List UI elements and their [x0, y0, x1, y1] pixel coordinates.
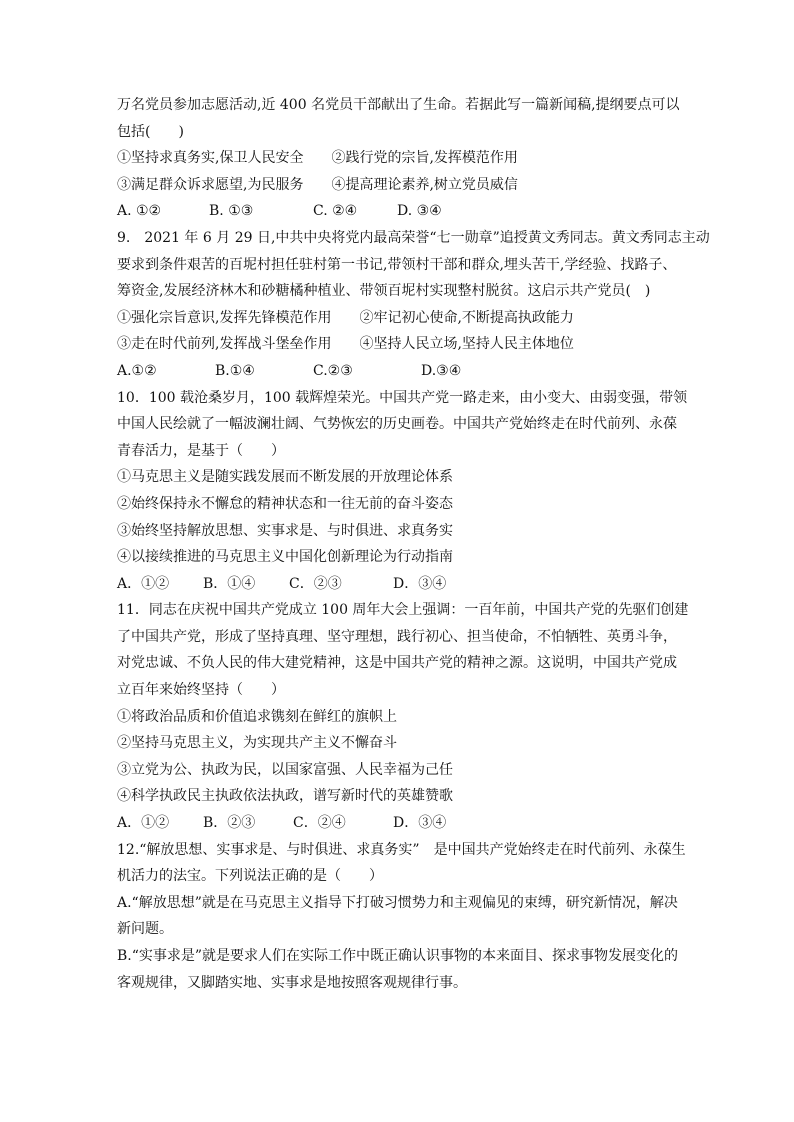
- question-11-option-d: D．③④: [393, 815, 447, 832]
- question-8-option-c: C. ②④: [313, 203, 358, 220]
- question-9-text-line-1: 9. 2021 年 6 月 29 日,中共中央将党内最高荣誉“七一勋章”追授黄文秀同志。黄文秀同志主动: [117, 229, 710, 246]
- question-8-option-a: A. ①②: [117, 203, 162, 220]
- question-11-text-line-2: 了中国共产党，形成了坚持真理、坚守理想，践行初心、担当使命，不怕牺牲、英勇斗争，: [117, 628, 677, 645]
- question-11-choice-4: ④科学执政民主执政依法执政，谱写新时代的英雄赞歌: [117, 788, 453, 805]
- question-11-options: [117, 810, 677, 837]
- exam-page: [117, 92, 710, 996]
- question-12-option-a-line-1: A.“解放思想”就是在马克思主义指导下打破习惯势力和主观偏见的束缚，研究新情况，解决: [117, 894, 678, 911]
- question-10-option-a: A．①②: [117, 575, 170, 592]
- question-11-option-b: B．②③: [203, 815, 256, 832]
- question-10: [117, 385, 688, 598]
- question-10-choice-1: ①马克思主义是随实践发展而不断发展的开放理论体系: [117, 469, 453, 486]
- question-8-choice-line-2: ③满足群众诉求愿望,为民服务 ④提高理论素养,树立党员威信: [117, 176, 518, 193]
- question-10-text-line-2: 中国人民绘就了一幅波澜壮阔、气势恢宏的历史画卷。中国共产党始终走在时代前列、永葆: [117, 416, 677, 433]
- question-11-choice-2: ②坚持马克思主义，为实现共产主义不懈奋斗: [117, 735, 397, 752]
- question-12-text-line-1: 12.“解放思想、实事求是、与时俱进、求真务实” 是中国共产党始终走在时代前列、永葆生: [117, 841, 686, 858]
- question-9-choice-line-1: ①强化宗旨意识,发挥先锋模范作用 ②牢记初心使命,不断提高执政能力: [117, 309, 574, 326]
- question-11-option-a: A．①②: [117, 815, 170, 832]
- question-8-text-line-2: 包括( ): [117, 123, 184, 140]
- question-9-option-d: D.③④: [421, 362, 462, 379]
- question-8-text-line-1: 万名党员参加志愿活动,近 400 名党员干部献出了生命。若据此写一篇新闻稿,提纲要点可以: [117, 97, 680, 113]
- question-11-option-c: C．②④: [293, 815, 346, 832]
- question-9-option-b: B.①④: [215, 362, 255, 379]
- question-10-text-line-1: 10．100 载沧桑岁月，100 载辉煌荣光。中国共产党一路走来，由小变大、由弱变强，带领: [117, 389, 688, 406]
- question-12: [117, 837, 686, 997]
- question-10-text-line-3: 青春活力，是基于（ ）: [117, 442, 285, 459]
- question-10-choice-4: ④以接续推进的马克思主义中国化创新理论为行动指南: [117, 549, 453, 566]
- question-9: [117, 225, 710, 385]
- question-8-option-d: D. ③④: [397, 203, 442, 220]
- question-10-option-b: B．①④: [203, 575, 256, 592]
- question-12-option-a-line-2: 新问题。: [117, 921, 173, 938]
- question-10-option-d: D．③④: [393, 575, 447, 592]
- question-11-choice-3: ③立党为公、执政为民，以国家富强、人民幸福为己任: [117, 761, 453, 778]
- question-11-text-line-3: 对党忠诚、不负人民的伟大建党精神，这是中国共产党的精神之源。这说明，中国共产党成: [117, 655, 677, 672]
- question-10-choice-3: ③始终坚持解放思想、实事求是、与时俱进、求真务实: [117, 522, 453, 539]
- question-10-options: [117, 571, 677, 598]
- question-9-options: [117, 358, 677, 385]
- question-9-option-c: C.②③: [313, 362, 353, 379]
- question-8-option-b: B. ①③: [209, 203, 254, 220]
- question-8-options: [117, 198, 677, 225]
- question-8: [117, 92, 680, 225]
- question-11-text-line-1: 11．同志在庆祝中国共产党成立 100 周年大会上强调：一百年前，中国共产党的先驱们创建: [117, 602, 689, 619]
- question-9-text-line-2: 要求到条件艰苦的百坭村担任驻村第一书记,带领村干部和群众,埋头苦干,学经验、找路子、: [117, 256, 677, 273]
- question-11-choice-1: ①将政治品质和价值追求镌刻在鲜红的旗帜上: [117, 708, 397, 725]
- question-10-option-c: C．②③: [289, 575, 342, 592]
- question-12-option-b-line-1: B.“实事求是”就是要求人们在实际工作中既正确认识事物的本来面目、探求事物发展变化的: [117, 948, 679, 964]
- question-12-option-b-line-2: 客观规律，又脚踏实地、实事求是地按照客观规律行事。: [117, 974, 467, 991]
- question-9-text-line-3: 筹资金,发展经济林木和砂糖橘种植业、带领百坭村实现整村脱贫。这启示共产党员( ): [117, 283, 651, 300]
- question-11: [117, 597, 689, 836]
- question-8-choice-line-1: ①坚持求真务实,保卫人民安全 ②践行党的宗旨,发挥模范作用: [117, 150, 518, 167]
- question-9-choice-line-2: ③走在时代前列,发挥战斗堡垒作用 ④坚持人民立场,坚持人民主体地位: [117, 336, 574, 353]
- question-9-option-a: A.①②: [117, 362, 157, 379]
- question-10-choice-2: ②始终保持永不懈怠的精神状态和一往无前的奋斗姿态: [117, 495, 453, 512]
- question-12-text-line-2: 机活力的法宝。下列说法正确的是（ ）: [117, 868, 383, 885]
- question-11-text-line-4: 立百年来始终坚持（ ）: [117, 682, 285, 699]
